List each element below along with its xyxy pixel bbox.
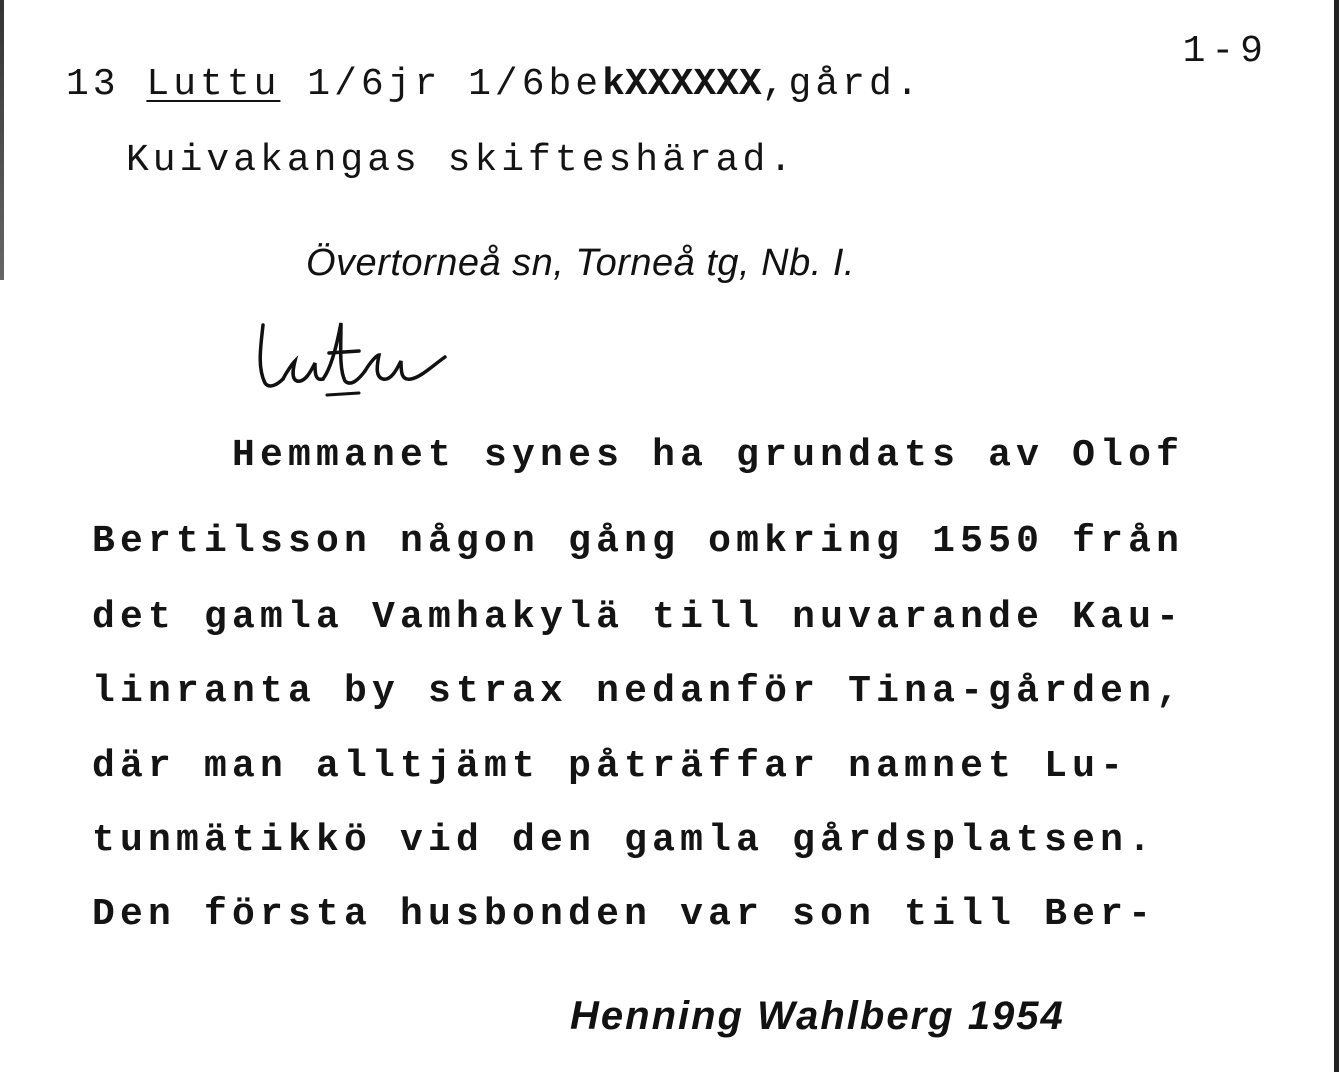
body-line: Hemmanet synes ha grundats av Olof xyxy=(92,434,1185,477)
struck-text: kXXXXXX xyxy=(602,63,762,106)
body-line: linranta by strax nedanför Tina-gården, xyxy=(92,670,1185,713)
body-line: tunmätikkö vid den gamla gårdsplatsen. xyxy=(92,819,1157,862)
header-name: Luttu xyxy=(146,63,281,106)
card-left-edge xyxy=(0,0,4,280)
handwritten-name xyxy=(255,305,465,405)
body-line: det gamla Vamhakylä till nuvarande Kau- xyxy=(92,596,1185,639)
page-number: 1-9 xyxy=(1182,30,1269,73)
header-number: 13 xyxy=(66,63,120,106)
body-line: Den första husbonden var son till Ber- xyxy=(92,893,1157,936)
body-line: där man alltjämt påträffar namnet Lu- xyxy=(92,745,1129,788)
parish-stamp: Övertorneå sn, Torneå tg, Nb. I. xyxy=(306,242,855,284)
header-end: ,gård. xyxy=(761,63,923,106)
header-line xyxy=(66,63,923,106)
author-signature: Henning Wahlberg 1954 xyxy=(570,994,1065,1038)
district-line: Kuivakangas skifteshärad. xyxy=(126,139,797,182)
card-right-edge xyxy=(1334,0,1339,1072)
header-fractions: 1/6jr 1/6be xyxy=(307,63,603,106)
body-line: Bertilsson någon gång omkring 1550 från xyxy=(92,520,1185,563)
